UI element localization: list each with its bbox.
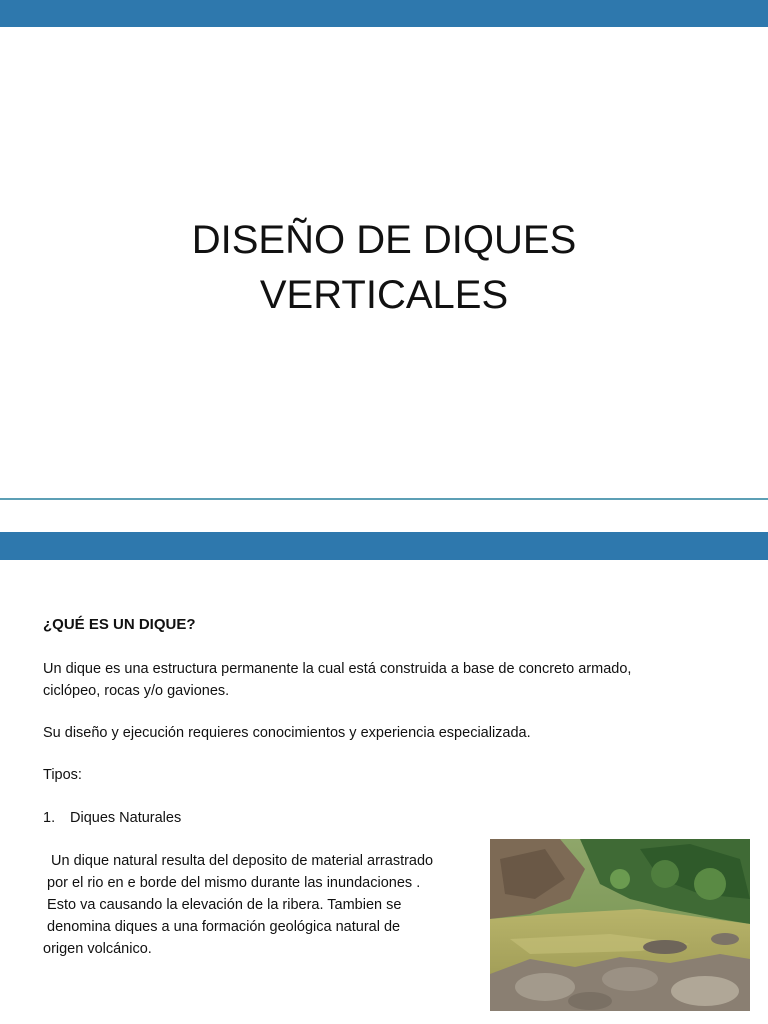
slide-gap — [0, 500, 768, 532]
definition-line-2: ciclópeo, rocas y/o gaviones. — [43, 683, 230, 699]
description-line-3: Esto va causando la elevación de la ribera. Tambien se — [43, 897, 402, 913]
slide-title — [0, 0, 768, 500]
slide-title-text — [0, 213, 768, 323]
description-line-4: denomina diques a una formación geológica natural de — [43, 919, 401, 935]
slide-content — [0, 532, 768, 1024]
design-note: Su diseño y ejecución requieres conocimientos y experiencia especializada. — [43, 725, 531, 741]
description-line-5: origen volcánico. — [43, 941, 152, 957]
description-line-1: Un dique natural resulta del deposito de material arrastrado — [43, 853, 434, 869]
title-line-1: DISEÑO DE DIQUES — [191, 218, 577, 262]
section-heading: ¿QUÉ ES UN DIQUE? — [43, 616, 196, 633]
title-line-2: VERTICALES — [259, 273, 509, 317]
definition-line-1: Un dique es una estructura permanente la cual está construida a base de concreto armado, — [43, 661, 632, 677]
slide-header-bar — [0, 532, 768, 560]
natural-dike-photo — [490, 839, 750, 1011]
types-label: Tipos: — [43, 767, 82, 783]
list-number: 1. — [43, 810, 56, 826]
slide-header-bar — [0, 0, 768, 27]
list-item-natural-dikes: Diques Naturales — [70, 810, 182, 826]
description-line-2: por el rio en e borde del mismo durante las inundaciones . — [43, 875, 421, 891]
